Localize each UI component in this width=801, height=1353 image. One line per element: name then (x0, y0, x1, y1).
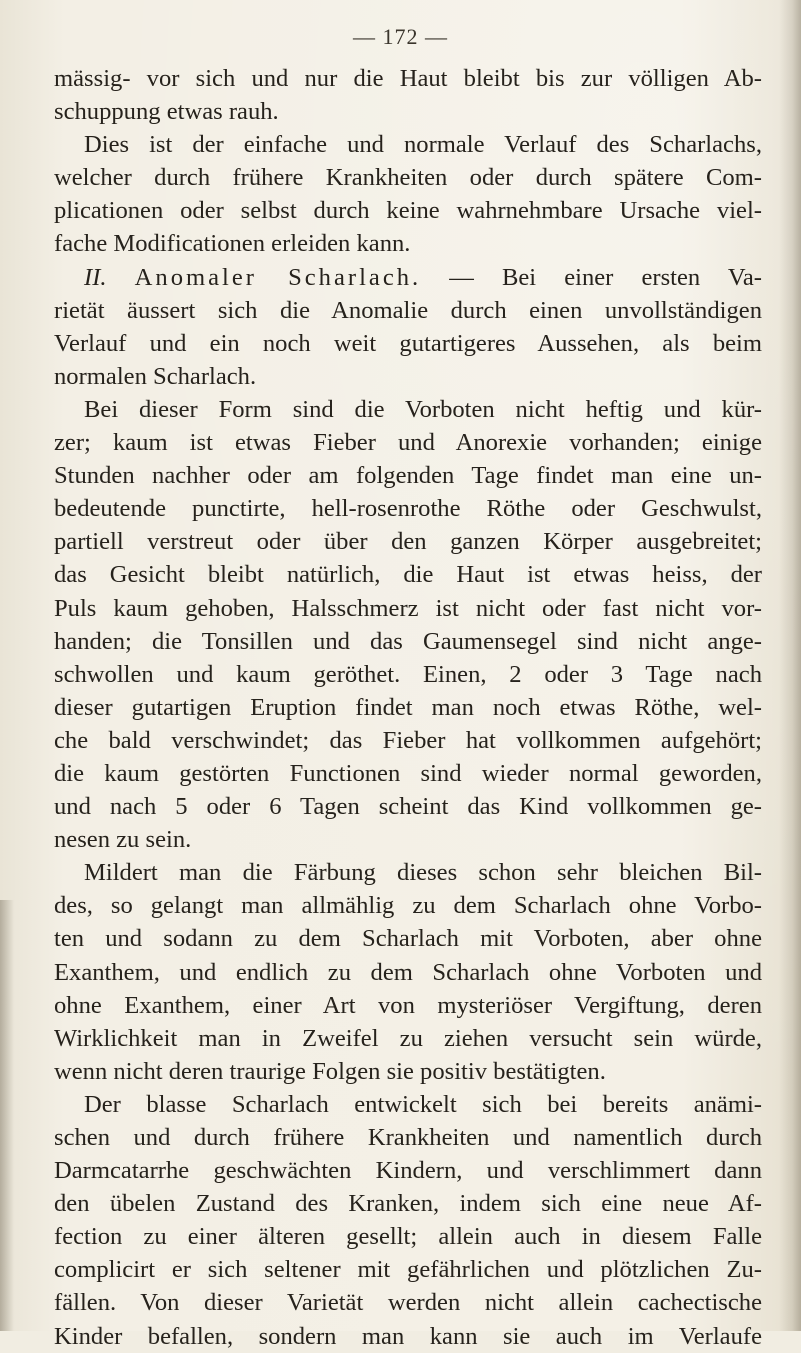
text-line: fection zu einer älteren gesellt; allein auch in diesem Falle (54, 1223, 762, 1251)
text-line: fällen. Von dieser Varietät werden nicht allein cachectische (54, 1289, 762, 1317)
text-line: fache Modificationen erleiden kann. (54, 230, 411, 258)
text-line: schwollen und kaum geröthet. Einen, 2 oder 3 Tage nach (54, 660, 762, 688)
text-line: partiell verstreut oder über den ganzen Körper ausgebreitet; (54, 528, 762, 556)
text-line: ten und sodann zu dem Scharlach mit Vorboten, aber ohne (54, 925, 762, 953)
text-line: nesen zu sein. (54, 826, 192, 854)
text-line: Mildert man die Färbung dieses schon sehr bleichen Bil- (84, 859, 762, 887)
text-line: und nach 5 oder 6 Tagen scheint das Kind vollkommen ge- (54, 793, 762, 821)
text-line: normalen Scharlach. (54, 362, 257, 390)
text-line: complicirt er sich seltener mit gefährlichen und plötzlichen Zu- (54, 1256, 762, 1284)
text-line: plicationen oder selbst durch keine wahrnehmbare Ursache viel- (54, 197, 762, 225)
text-line: Exanthem, und endlich zu dem Scharlach ohne Vorboten und (54, 958, 762, 986)
text-line: dieser gutartigen Eruption findet man noch etwas Röthe, wel- (54, 693, 762, 721)
text-line: ohne Exanthem, einer Art von mysteriöser Vergiftung, deren (54, 991, 762, 1019)
page-number-header: — 172 — (353, 24, 448, 49)
section-title: Anomaler Scharlach. (134, 263, 422, 291)
text-line: che bald verschwindet; das Fieber hat vollkommen aufgehört; (54, 726, 762, 754)
text-line: das Gesicht bleibt natürlich, die Haut ist etwas heiss, der (54, 561, 762, 589)
text-line: Bei dieser Form sind die Vorboten nicht heftig und kür- (84, 395, 762, 423)
text-line: die kaum gestörten Functionen sind wieder normal geworden, (54, 759, 762, 787)
text-line: handen; die Tonsillen und das Gaumensegel sind nicht ange- (54, 627, 762, 655)
text-line: bedeutende punctirte, hell-rosenrothe Röthe oder Geschwulst, (54, 495, 762, 523)
text-line: Dies ist der einfache und normale Verlauf des Scharlachs, (84, 131, 762, 159)
body-text (54, 62, 762, 1353)
text-line: des, so gelangt man allmählig zu dem Scharlach ohne Vorbo- (54, 892, 762, 920)
text-line: zer; kaum ist etwas Fieber und Anorexie vorhanden; einige (54, 429, 762, 457)
page-edge-shadow (779, 0, 801, 1331)
text-line: Wirklichkeit man in Zweifel zu ziehen versucht sein würde, (54, 1024, 762, 1052)
text-line: schen und durch frühere Krankheiten und namentlich durch (54, 1124, 762, 1151)
section-heading-rest: — Bei einer ersten Va- (421, 263, 762, 291)
text-line: rietät äussert sich die Anomalie durch einen unvollständigen (54, 296, 762, 324)
text-line: Darmcatarrhe geschwächten Kindern, und verschlimmert dann (54, 1157, 762, 1185)
section-heading-line (54, 261, 762, 294)
text-line: den übelen Zustand des Kranken, indem sich eine neue Af- (54, 1190, 762, 1218)
text-line: Verlauf und ein noch weit gutartigeres Aussehen, als beim (54, 329, 762, 357)
text-line: Puls kaum gehoben, Halsschmerz ist nicht oder fast nicht vor- (54, 594, 762, 622)
text-line: mässig- vor sich und nur die Haut bleibt bis zur völligen Ab- (54, 65, 762, 92)
text-line: Stunden nachher oder am folgenden Tage findet man eine un- (54, 462, 762, 490)
section-numeral: II. (84, 263, 107, 291)
text-line: schuppung etwas rauh. (54, 98, 279, 126)
text-line: wenn nicht deren traurige Folgen sie positiv bestätigten. (54, 1057, 606, 1085)
text-line: welcher durch frühere Krankheiten oder durch spätere Com- (54, 164, 762, 192)
page-gutter-shadow (0, 900, 14, 1331)
text-line: Kinder befallen, sondern man kann sie auch im Verlaufe (54, 1322, 762, 1350)
text-line: Der blasse Scharlach entwickelt sich bei bereits anämi- (84, 1090, 762, 1118)
